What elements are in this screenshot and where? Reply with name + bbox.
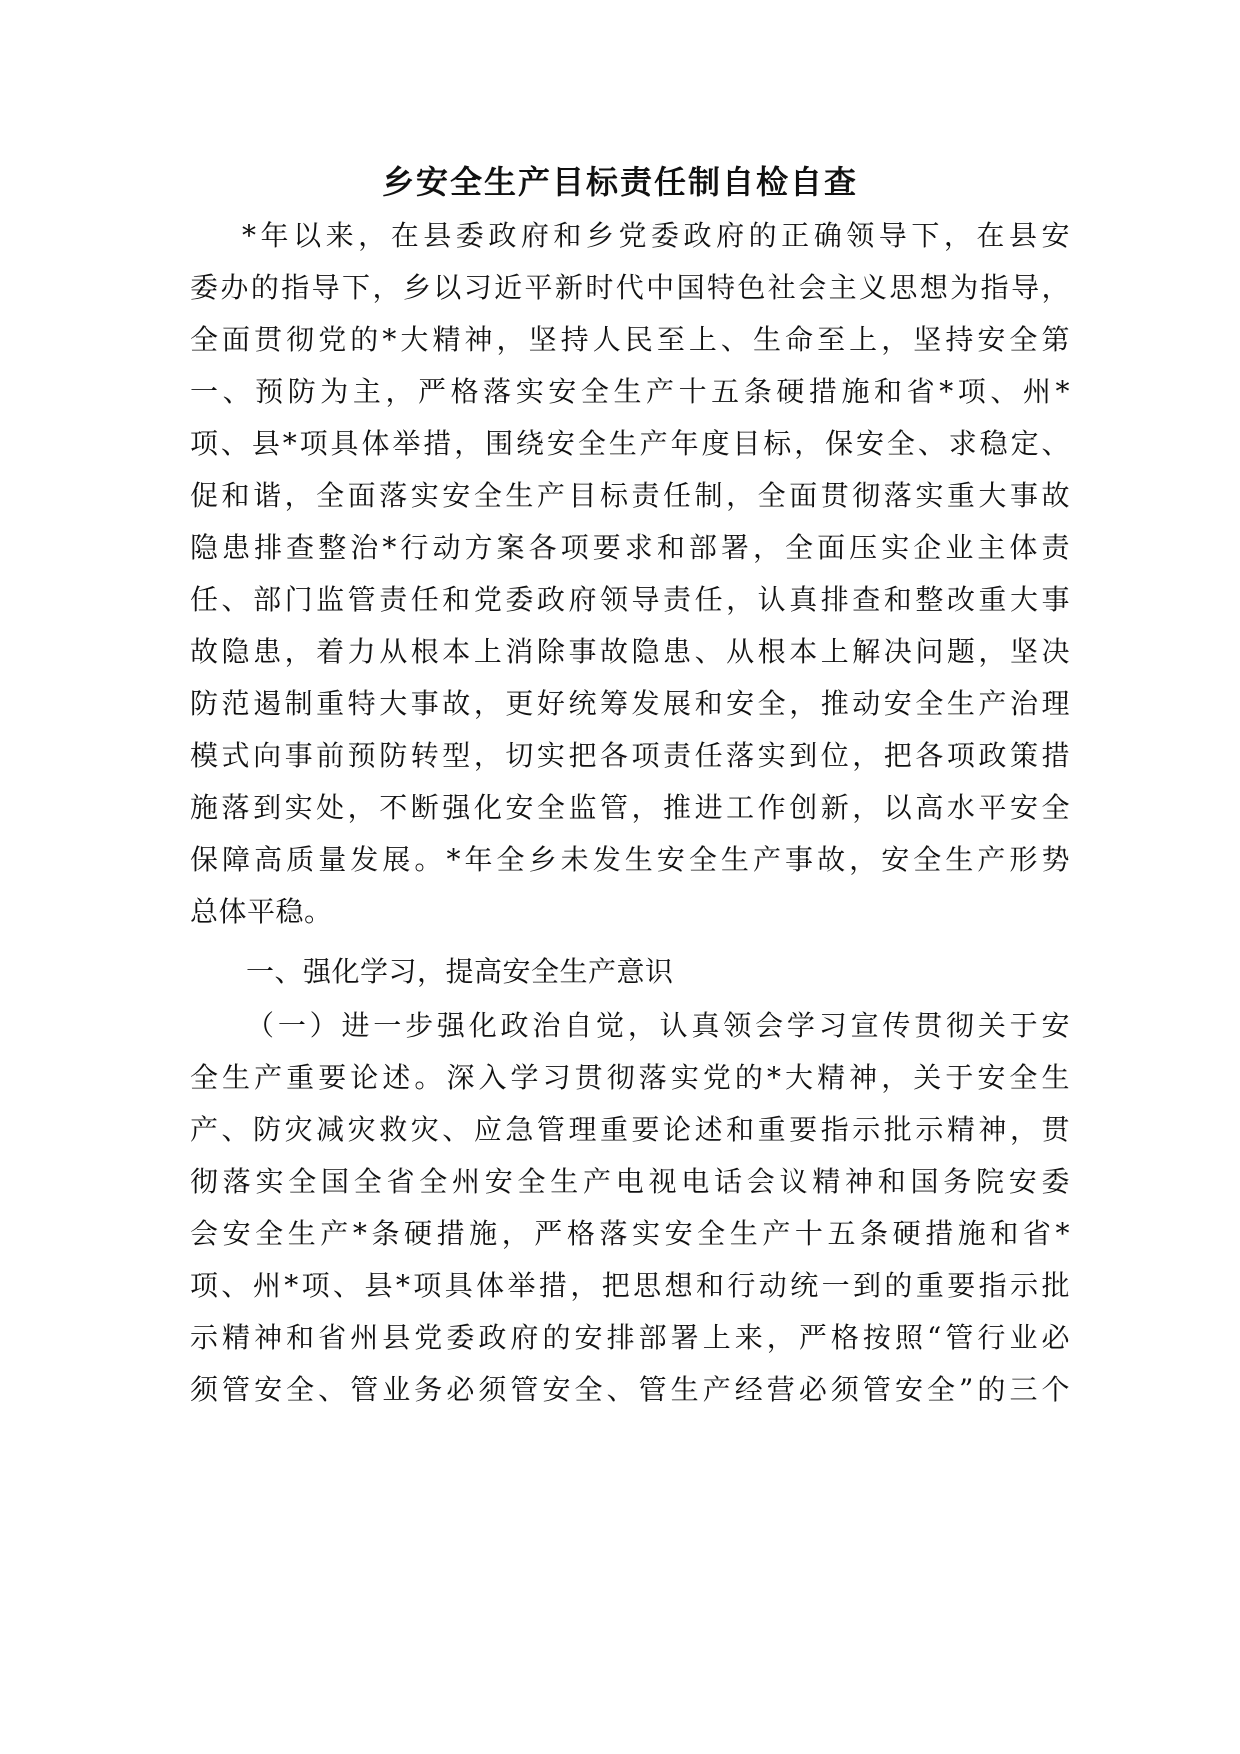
body-line: 总体平稳。 xyxy=(190,895,333,928)
body-line: 施落到实处，不断强化安全监管，推进工作创新，以高水平安全 xyxy=(190,791,1070,824)
body-line: 促和谐，全面落实安全生产目标责任制，全面贯彻落实重大事故 xyxy=(190,479,1070,512)
body-line: 任、部门监管责任和党委政府领导责任，认真排查和整改重大事 xyxy=(190,583,1070,616)
body-line: 全面贯彻党的*大精神，坚持人民至上、生命至上，坚持安全第 xyxy=(190,323,1070,356)
body-line: 产、防灾减灾救灾、应急管理重要论述和重要指示批示精神，贯 xyxy=(190,1113,1070,1146)
body-line: 防范遏制重特大事故，更好统筹发展和安全，推动安全生产治理 xyxy=(190,687,1070,720)
body-line: 保障高质量发展。*年全乡未发生安全生产事故，安全生产形势 xyxy=(190,843,1070,876)
body-line: 委办的指导下，乡以习近平新时代中国特色社会主义思想为指导， xyxy=(190,271,1070,304)
body-line: 故隐患，着力从根本上消除事故隐患、从根本上解决问题，坚决 xyxy=(190,635,1070,668)
body-line: 须管安全、管业务必须管安全、管生产经营必须管安全”的三个 xyxy=(190,1373,1070,1406)
body-line: 全生产重要论述。深入学习贯彻落实党的*大精神，关于安全生 xyxy=(190,1061,1070,1094)
body-line: 项、州*项、县*项具体举措，把思想和行动统一到的重要指示批 xyxy=(190,1269,1070,1302)
body-line: 项、县*项具体举措，围绕安全生产年度目标，保安全、求稳定、 xyxy=(190,427,1070,460)
document-title: 乡安全生产目标责任制自检自查 xyxy=(381,163,858,201)
body-line: *年以来，在县委政府和乡党委政府的正确领导下，在县安 xyxy=(242,219,1070,252)
body-line: 隐患排查整治*行动方案各项要求和部署，全面压实企业主体责 xyxy=(190,531,1070,564)
body-line: 示精神和省州县党委政府的安排部署上来，严格按照“管行业必 xyxy=(190,1321,1070,1354)
body-line: 一、预防为主，严格落实安全生产十五条硬措施和省*项、州* xyxy=(190,375,1070,408)
section-heading: 一、强化学习，提高安全生产意识 xyxy=(246,955,674,988)
body-line: 彻落实全国全省全州安全生产电视电话会议精神和国务院安委 xyxy=(190,1165,1070,1198)
body-line: 模式向事前预防转型，切实把各项责任落实到位，把各项政策措 xyxy=(190,739,1070,772)
body-line: 会安全生产*条硬措施，严格落实安全生产十五条硬措施和省* xyxy=(190,1217,1070,1250)
body-line: （一）进一步强化政治自觉，认真领会学习宣传贯彻关于安 xyxy=(246,1009,1070,1042)
